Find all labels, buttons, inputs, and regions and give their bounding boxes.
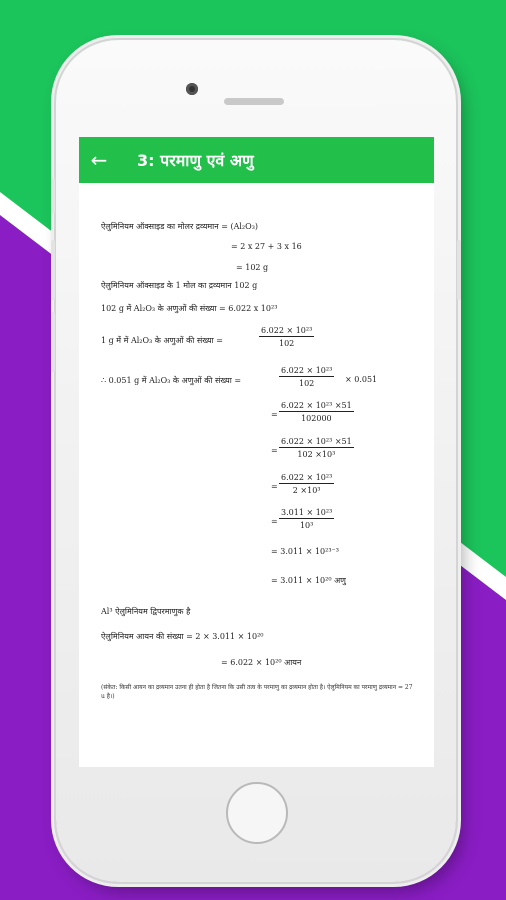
power-button xyxy=(457,240,461,300)
text-line: ऐलुमिनियम आयन की संख्या = 2 × 3.011 × 10²⁰ xyxy=(101,632,264,641)
text-line: × 0.051 xyxy=(345,375,378,384)
text-line: Al³ ऐलुमिनियम द्विपरमाणुक है xyxy=(101,607,191,616)
equals-sign: = xyxy=(271,517,278,526)
fraction: $\frac{\text{6.022 × 10²³}}{\text{2 ×10³}}$ xyxy=(281,473,333,495)
text-line: 102 g में Al₂O₃ के अणुओं की संख्या = 6.022 x 10²³ xyxy=(101,304,278,313)
text-line: ∴ 0.051 g में Al₂O₃ के अणुओं की संख्या = xyxy=(101,376,242,385)
hint-note: (संकेत: किसी आयन का द्रव्यमान उतना ही होता है जितना कि उसी तत्व के परमाणु का द्रव्यमान होता है। ऐलुमिनियम का परमाणु द्रव्यमान = 27 u है।) xyxy=(101,684,413,700)
mute-switch xyxy=(51,178,55,214)
fraction: $\frac{\text{6.022 × 10²³}}{102}$ xyxy=(281,366,333,388)
text-line: = 6.022 × 10²⁰ आयन xyxy=(221,658,302,667)
page-title: 3: परमाणु एवं अणु xyxy=(137,151,254,170)
volume-down-button xyxy=(51,312,55,372)
equals-sign: = xyxy=(271,482,278,491)
text-line: 1 g में में Al₂O₃ के अणुओं की संख्या = xyxy=(101,336,223,345)
text-line: = 3.011 × 10²⁰ अणु xyxy=(271,576,346,585)
home-button[interactable] xyxy=(226,782,288,844)
front-camera xyxy=(186,83,198,95)
earpiece-speaker xyxy=(224,98,284,105)
fraction: $\frac{\text{6.022 × 10²³ ×51}}{102000}$ xyxy=(281,401,352,423)
fraction: $\frac{\text{3.011 × 10²³}}{\text{10³}}$ xyxy=(281,508,333,530)
equals-sign: = xyxy=(271,410,278,419)
app-bar xyxy=(79,137,434,183)
screen xyxy=(79,137,434,767)
equals-sign: = xyxy=(271,446,278,455)
text-line: = 2 x 27 + 3 x 16 xyxy=(231,242,302,251)
fraction: $\frac{\text{6.022 × 10²³ ×51}}{\text{102 ×10³}}$ xyxy=(281,437,352,459)
arrow-left-icon[interactable]: ← xyxy=(90,148,108,172)
text-line: ऐलुमिनियम ऑक्साइड के 1 मोल का द्रव्यमान 102 g xyxy=(101,281,258,290)
text-line: = 3.011 × 10²³⁻³ xyxy=(271,547,339,556)
text-line: ऐलुमिनियम ऑक्साइड का मोलर द्रव्यमान = (Al₂O₃) xyxy=(101,222,259,231)
text-line: = 102 g xyxy=(236,263,269,272)
fraction: $\frac{\text{6.022 × 10²³}}{102}$ xyxy=(261,326,313,348)
phone-frame xyxy=(56,40,456,882)
volume-up-button xyxy=(51,240,55,300)
